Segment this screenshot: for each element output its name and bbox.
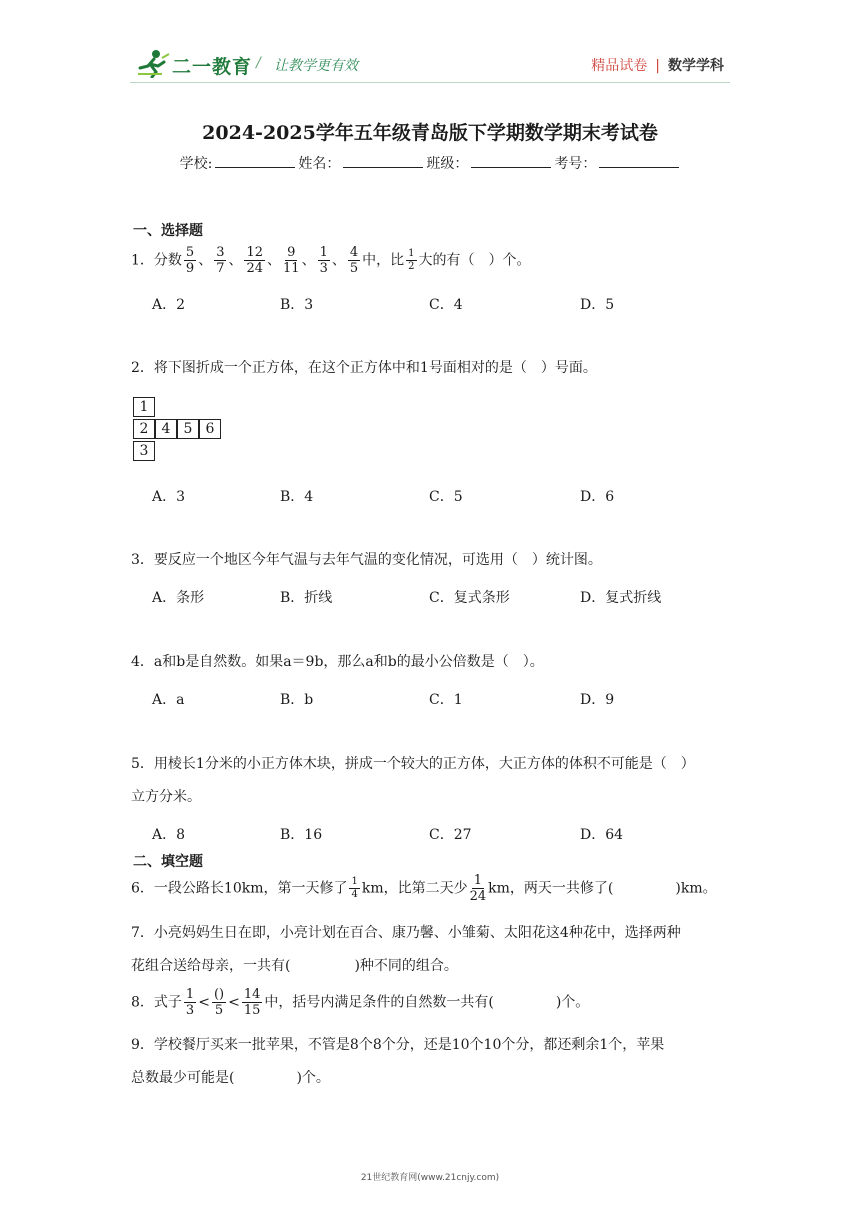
q5-option-d[interactable]: D．64: [580, 827, 624, 843]
number-label: 考号：: [554, 156, 597, 172]
q1-fraction-6: [348, 246, 360, 275]
q3-option-b[interactable]: B．折线: [280, 590, 333, 606]
q1-sep: 、: [228, 252, 243, 269]
q1-fraction-2: [214, 246, 226, 275]
q1-sep: 、: [267, 252, 282, 269]
q1-sep: 、: [331, 252, 346, 269]
q8-fraction-2: [212, 988, 226, 1017]
q5-option-c[interactable]: C．27: [429, 827, 472, 843]
q1-f2-num: 3: [216, 245, 225, 260]
subject-label: 数学学科: [668, 58, 724, 74]
q6-text-2: km，比第二天少: [361, 880, 468, 897]
q7-text-2: )种不同的组合。: [354, 958, 458, 974]
q1-f3-den: 24: [246, 261, 264, 276]
q2-option-c[interactable]: C．5: [429, 489, 463, 505]
q1-f1-num: 5: [185, 245, 195, 260]
q6-fraction-1: [349, 877, 359, 900]
net-cell: 4: [155, 419, 177, 439]
q1-mid: 中，比: [362, 252, 405, 269]
q1-f3-num: 12: [246, 245, 264, 260]
question-2: 2．将下图折成一个正方体，在这个正方体中和1号面相对的是（ ）号面。: [131, 360, 597, 376]
q6-f2-num: 1: [473, 873, 483, 888]
net-cell: 5: [177, 419, 199, 439]
q8-f3-den: 15: [243, 1003, 261, 1018]
school-blank[interactable]: [215, 155, 295, 168]
section-heading-choice: 一、选择题: [133, 223, 203, 239]
question-3: 3．要反应一个地区今年气温与去年气温的变化情况，可选用（ ）统计图。: [131, 552, 602, 568]
footer-source: 21世纪教育网(www.21cnjy.com): [360, 1173, 500, 1183]
q1-option-d[interactable]: D．5: [580, 297, 615, 313]
q8-f1-den: 3: [185, 1003, 195, 1018]
question-7-line-1: 7．小亮妈妈生日在即，小亮计划在百合、康乃馨、小雏菊、太阳花这4种花中，选择两种: [131, 925, 681, 941]
premium-label: 精品试卷: [591, 58, 648, 74]
q8-text-3: )个。: [555, 994, 590, 1011]
q6-fraction-2: [470, 874, 487, 903]
q6-text-1: 6．一段公路长10km，第一天修了: [131, 880, 348, 897]
q3-option-a[interactable]: A．条形: [152, 590, 205, 606]
q1-f6-den: 5: [349, 261, 359, 276]
q1-sep: 、: [198, 252, 213, 269]
q1-option-a[interactable]: A．2: [152, 297, 186, 313]
net-cell: 3: [133, 441, 155, 461]
q7-text-1: 花组合送给母亲，一共有(: [131, 958, 291, 974]
q4-option-b[interactable]: B．b: [280, 692, 314, 708]
q3-option-c[interactable]: C．复式条形: [429, 590, 510, 606]
q8-fraction-1: [184, 988, 196, 1017]
q1-f2-den: 7: [216, 261, 225, 276]
q1-fraction-4: [283, 246, 300, 275]
q4-option-a[interactable]: A．a: [152, 692, 185, 708]
q9-text-1: 总数最少可能是(: [131, 1070, 235, 1086]
q1-f4-den: 11: [283, 261, 300, 276]
q1-fraction-5: [318, 246, 330, 275]
net-cell: 6: [199, 419, 221, 439]
q2-option-d[interactable]: D．6: [580, 489, 615, 505]
header-separator: |: [655, 58, 660, 74]
logo-runner-icon: [136, 48, 170, 78]
page-title: 2024-2025学年五年级青岛版下学期数学期末考试卷: [202, 122, 658, 144]
q8-less-than: <: [198, 994, 210, 1011]
section-heading-fill: 二、填空题: [133, 854, 203, 870]
header-right: [591, 55, 724, 75]
q1-reference-fraction: [406, 249, 416, 272]
q8-f3-num: 14: [243, 987, 261, 1002]
q1-ref-num: 1: [408, 248, 415, 259]
question-6: [131, 874, 751, 903]
question-4: 4．a和b是自然数。如果a＝9b，那么a和b的最小公倍数是（ ）。: [131, 654, 544, 670]
q6-f2-den: 24: [469, 889, 487, 904]
q2-option-a[interactable]: A．3: [152, 489, 186, 505]
q1-f1-den: 9: [185, 261, 195, 276]
question-9-line-2: [131, 1068, 731, 1088]
q5-option-b[interactable]: B．16: [280, 827, 323, 843]
net-cell: 2: [133, 419, 155, 439]
q1-option-b[interactable]: B．3: [280, 297, 314, 313]
header-slash: /: [256, 55, 261, 71]
q4-option-d[interactable]: D．9: [580, 692, 615, 708]
question-5-line-2: 立方分米。: [131, 789, 201, 805]
q1-fraction-1: [184, 246, 196, 275]
class-label: 班级：: [426, 156, 469, 172]
q8-less-than: <: [228, 994, 240, 1011]
q5-option-a[interactable]: A．8: [152, 827, 186, 843]
q1-ref-den: 2: [408, 261, 415, 272]
q1-option-c[interactable]: C．4: [429, 297, 463, 313]
question-9-line-1: 9．学校餐厅买来一批苹果，不管是8个8个分，还是10个10个分，都还剩余1个，苹果: [131, 1037, 665, 1053]
q1-f5-num: 1: [319, 245, 328, 260]
header-divider: [130, 82, 730, 83]
q9-text-2: )个。: [296, 1070, 330, 1086]
q8-text-1: 8．式子: [131, 994, 182, 1011]
q6-text-3: km，两天一共修了(: [488, 880, 614, 897]
q1-f6-num: 4: [349, 245, 359, 260]
question-5-line-1: 5．用棱长1分米的小正方体木块，拼成一个较大的正方体，大正方体的体积不可能是（ ）: [131, 756, 695, 772]
q6-f1-den: 4: [351, 889, 358, 900]
q6-text-4: )km。: [675, 880, 717, 897]
q8-text-2: 中，括号内满足条件的自然数一共有(: [264, 994, 494, 1011]
q3-option-d[interactable]: D．复式折线: [580, 590, 662, 606]
q1-prefix: 分数: [153, 252, 182, 269]
q8-fraction-3: [242, 988, 263, 1017]
class-blank[interactable]: [471, 155, 551, 168]
name-blank[interactable]: [343, 155, 423, 168]
school-label: 学校:: [179, 156, 213, 172]
q8-f2-den: 5: [214, 1003, 224, 1018]
slogan: 让教学更有效: [274, 58, 358, 74]
q1-number: 1．: [131, 252, 154, 269]
q2-option-b[interactable]: B．4: [280, 489, 314, 505]
net-cell: 1: [133, 397, 155, 417]
q4-option-c[interactable]: C．1: [429, 692, 463, 708]
name-label: 姓名：: [298, 156, 341, 172]
q1-suffix: 大的有（ ）个。: [418, 252, 531, 269]
logo-text: 二一教育: [172, 56, 253, 78]
q1-f4-num: 9: [287, 245, 296, 260]
q8-f1-num: 1: [185, 987, 195, 1002]
student-info-row: [0, 153, 860, 173]
q6-f1-num: 1: [351, 876, 358, 887]
q1-sep: 、: [301, 252, 316, 269]
question-7-line-2: [131, 956, 731, 976]
q1-fraction-3: [244, 246, 265, 275]
q1-f5-den: 3: [319, 261, 328, 276]
q8-f2-num[interactable]: (): [213, 987, 225, 1002]
question-8: [131, 988, 731, 1017]
question-1: [131, 246, 731, 275]
number-blank[interactable]: [599, 155, 679, 168]
